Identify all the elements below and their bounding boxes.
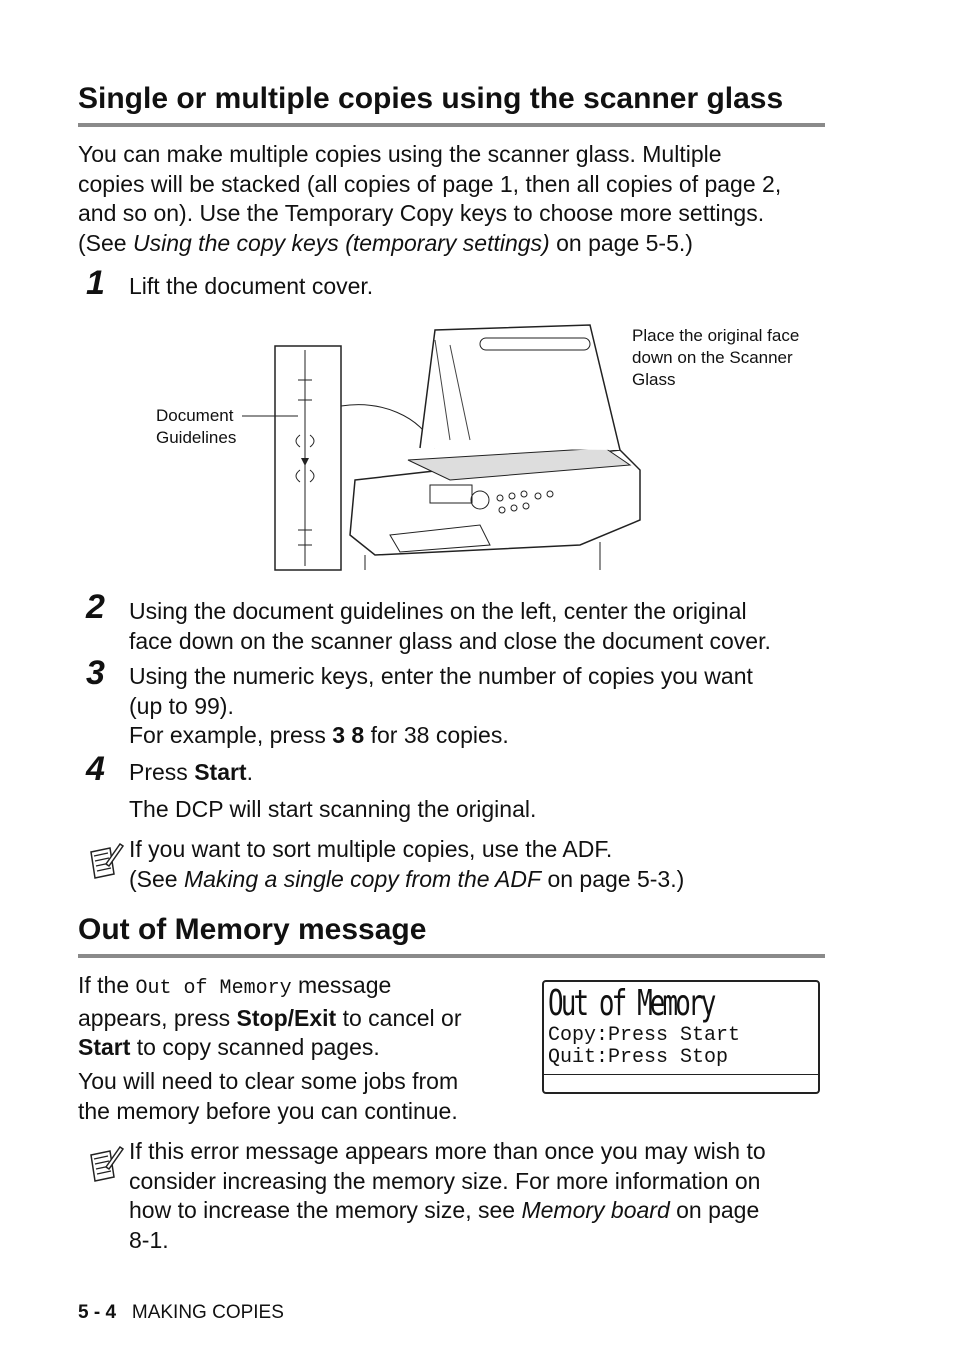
key-label: Start [78, 1034, 131, 1060]
text: Press [129, 759, 195, 785]
intro-line [78, 229, 838, 259]
key-label: Start [194, 759, 247, 785]
step-subtext: The DCP will start scanning the original. [129, 795, 537, 822]
note-pencil-icon [86, 840, 124, 880]
step-line: (up to 99). [129, 692, 234, 719]
text: (See [129, 865, 184, 892]
callout-document-guidelines [156, 405, 236, 449]
callout-line: Place the original face [632, 326, 800, 345]
step-number: 1 [86, 264, 105, 302]
step-text [129, 758, 829, 824]
page-number: 5 - 4 [78, 1302, 117, 1323]
key-label: Stop/Exit [236, 1004, 337, 1031]
clear-jobs-paragraph [78, 1067, 518, 1126]
text: to cancel or [336, 1004, 462, 1031]
text: to copy scanned pages. [130, 1034, 380, 1060]
lcd-title: Out of Memory [548, 983, 714, 1024]
paragraph-line [78, 1033, 518, 1063]
note-line: If this error message appears more than once you may wish to [129, 1138, 766, 1164]
text: If the [78, 972, 136, 998]
section-heading-scanner-glass: Single or multiple copies using the scanner glass [78, 82, 825, 127]
note-text [129, 1137, 829, 1255]
step-text [129, 597, 829, 656]
key-label: 3 8 [332, 722, 365, 748]
note-line [129, 865, 829, 895]
note-line: 8-1. [129, 1226, 169, 1253]
step-text: Lift the document cover. [129, 273, 374, 299]
step-line [129, 721, 829, 751]
intro-paragraph [78, 140, 838, 258]
callout-line: Guidelines [156, 428, 237, 447]
intro-line: You can make multiple copies using the scanner glass. Multiple [78, 141, 722, 167]
text: message [291, 972, 392, 998]
page-footer [78, 1302, 284, 1324]
lcd-line: Quit:Press Stop [548, 1046, 729, 1069]
note-line: consider increasing the memory size. For more information on [129, 1167, 761, 1194]
intro-line: copies will be stacked (all copies of page 1, then all copies of page 2, [78, 170, 782, 197]
callout-line: Glass [632, 370, 676, 389]
section-heading-out-of-memory: Out of Memory message [78, 913, 825, 958]
step-number: 4 [86, 750, 105, 788]
out-of-memory-paragraph [78, 971, 518, 1063]
step-line: face down on the scanner glass and close the document cover. [129, 627, 771, 654]
step-line: Using the numeric keys, enter the number of copies you want [129, 663, 753, 689]
lcd-line: Copy:Press Start [548, 1024, 741, 1047]
paragraph-line: the memory before you can continue. [78, 1097, 458, 1124]
paragraph-line [78, 1004, 518, 1034]
step-number: 2 [86, 588, 105, 626]
step-number: 3 [86, 654, 105, 692]
cross-reference-link[interactable]: Memory board [521, 1197, 670, 1223]
callout-line: Document [156, 406, 234, 425]
intro-line: and so on). Use the Temporary Copy keys to choose more settings. [78, 200, 765, 226]
lcd-divider [544, 1074, 818, 1075]
lcd-message-inline: Out of Memory [135, 977, 292, 1000]
note-line: If you want to sort multiple copies, use the ADF. [129, 836, 613, 862]
text: for 38 copies. [364, 722, 509, 748]
step-line: Using the document guidelines on the left, center the original [129, 598, 747, 624]
paragraph-line [78, 971, 518, 1004]
step-text [129, 662, 829, 751]
note-line [129, 1196, 829, 1226]
step-line [129, 758, 829, 788]
paragraph-line: You will need to clear some jobs from [78, 1068, 459, 1094]
cross-reference-link[interactable]: Using the copy keys (temporary settings) [132, 229, 550, 256]
note-text [129, 835, 829, 894]
text: (See [78, 229, 133, 256]
text: . [246, 759, 253, 785]
callout-line: down on the Scanner [632, 348, 793, 367]
text: For example, press [129, 722, 333, 748]
cross-reference-link[interactable]: Making a single copy from the ADF [183, 865, 542, 892]
callout-scanner-glass [632, 325, 799, 391]
lcd-display [542, 980, 820, 1094]
text: how to increase the memory size, see [129, 1197, 522, 1223]
chapter-name: MAKING COPIES [131, 1302, 284, 1323]
text: on page 5-3.) [541, 865, 685, 892]
text: appears, press [78, 1004, 237, 1031]
text: on page [669, 1197, 760, 1223]
text: on page 5-5.) [549, 229, 693, 256]
note-pencil-icon [86, 1143, 124, 1183]
